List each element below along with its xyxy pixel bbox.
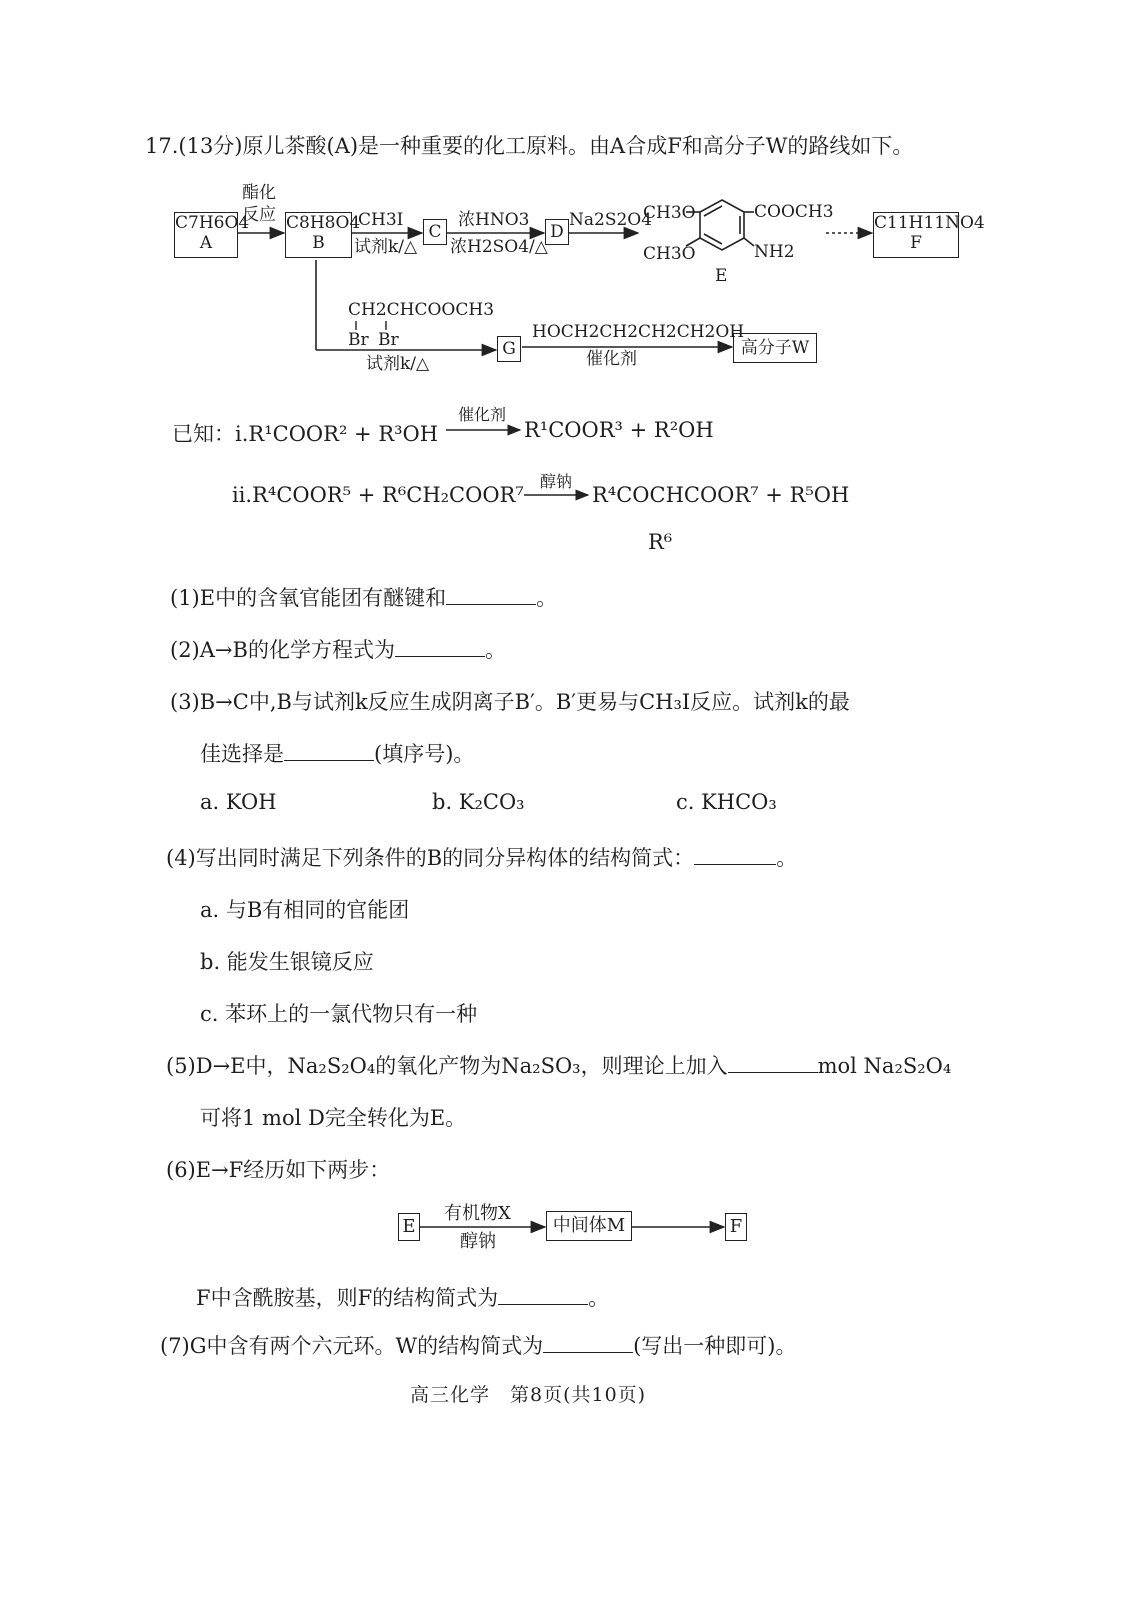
known-r1-catalyst: 催化剂 — [458, 405, 507, 424]
q7-answer-blank[interactable] — [543, 1332, 633, 1353]
q3-option-b: b. K₂CO₃ — [432, 790, 525, 814]
known-r2-right: R⁴COCHCOOR⁷ + R⁵OH — [592, 483, 850, 507]
q6-arrow-top-label: 有机物X — [444, 1203, 511, 1224]
arrow2-top-label: CH3I — [358, 210, 404, 230]
q6-answer-blank[interactable] — [498, 1284, 588, 1305]
arrow4-top-label: Na2S2O4 — [569, 210, 653, 230]
q6: (6)E→F经历如下两步： — [166, 1158, 391, 1182]
compound-B-box: C8H8O4 B — [285, 212, 352, 258]
q5-answer-blank[interactable] — [728, 1052, 818, 1073]
question-header: 17.(13分)原儿茶酸(A)是一种重要的化工原料。由A合成F和高分子W的路线如下。 — [145, 134, 914, 158]
known-r2-left: ⅱ.R⁴COOR⁵ + R⁶CH₂COOR⁷ — [232, 483, 524, 507]
q3-line1: (3)B→C中,B与试剂k反应生成阴离子B′。B′更易与CH₃I反应。试剂k的最 — [170, 690, 850, 714]
q5-line1: (5)D→E中，Na₂S₂O₄的氧化产物为Na₂SO₃，则理论上加入 mol Na₂S₂O₄ — [166, 1054, 952, 1078]
q3-line2: 佳选择是 (填序号)。 — [200, 742, 475, 766]
benzene-ring-E — [686, 200, 754, 250]
arrow2-bottom-label: 试剂k/△ — [354, 237, 418, 257]
q3-option-a: a. KOH — [200, 790, 277, 814]
q4-answer-blank[interactable] — [694, 844, 776, 865]
q4-condition-c: c. 苯环上的一氯代物只有一种 — [200, 1002, 478, 1026]
branch-reagent-br1: Br — [348, 330, 369, 350]
compound-A-box: C7H6O4 A — [174, 212, 238, 258]
q3-answer-blank[interactable] — [284, 740, 374, 761]
polymer-W-box: 高分子W — [733, 333, 817, 363]
known-r2-substituent: R⁶ — [648, 530, 673, 554]
arrow-G-bottom-label: 催化剂 — [586, 349, 637, 369]
q6-box-F: F — [725, 1213, 747, 1241]
compound-G-box: G — [497, 336, 521, 362]
known-r2-catalyst: 醇钠 — [540, 472, 573, 491]
E-label: E — [715, 266, 728, 286]
q2-answer-blank[interactable] — [395, 636, 485, 657]
page-footer: 高三化学 第8页(共10页) — [410, 1384, 647, 1406]
q7: (7)G中含有两个六元环。W的结构简式为 (写出一种即可)。 — [160, 1334, 797, 1358]
branch-bottom-label: 试剂k/△ — [366, 354, 430, 374]
q6-box-E: E — [398, 1213, 420, 1241]
q4-condition-b: b. 能发生银镜反应 — [200, 950, 374, 974]
E-substituent-3: COOCH3 — [754, 202, 834, 222]
branch-reagent-line1: CH2CHCOOCH3 — [348, 300, 495, 320]
known-r1-right: R¹COOR³ + R²OH — [524, 418, 714, 442]
q3-option-c: c. KHCO₃ — [676, 790, 777, 814]
synthesis-scheme-arrows — [0, 0, 1134, 420]
q6-text: F中含酰胺基，则F的结构简式为 。 — [196, 1286, 610, 1310]
arrow1-bottom-label: 反应 — [242, 205, 276, 225]
E-substituent-4: NH2 — [754, 242, 795, 262]
arrow-G-top-label: HOCH2CH2CH2CH2OH — [532, 322, 745, 342]
branch-reagent-br2: Br — [378, 330, 399, 350]
q2: (2)A→B的化学方程式为 。 — [170, 638, 506, 662]
arrow3-top-label: 浓HNO3 — [458, 210, 530, 230]
q5-line2: 可将1 mol D完全转化为E。 — [200, 1106, 467, 1130]
compound-D-box: D — [545, 219, 569, 245]
compound-C-box: C — [423, 219, 447, 245]
arrow3-bottom-label: 浓H2SO4/△ — [450, 237, 548, 257]
q4: (4)写出同时满足下列条件的B的同分异构体的结构简式： 。 — [166, 846, 798, 870]
q1: (1)E中的含氧官能团有醚键和 。 — [170, 586, 558, 610]
E-substituent-1: CH3O — [643, 203, 696, 223]
q6-arrow-bottom-label: 醇钠 — [460, 1231, 496, 1252]
compound-F-box: C11H11NO4 F — [873, 212, 959, 258]
E-substituent-2: CH3O — [643, 244, 696, 264]
q6-box-M: 中间体M — [546, 1211, 632, 1241]
q4-condition-a: a. 与B有相同的官能团 — [200, 898, 410, 922]
arrow1-top-label: 酯化 — [242, 183, 276, 203]
q1-answer-blank[interactable] — [446, 584, 536, 605]
known-prefix: 已知：ⅰ.R¹COOR² + R³OH — [172, 422, 439, 446]
